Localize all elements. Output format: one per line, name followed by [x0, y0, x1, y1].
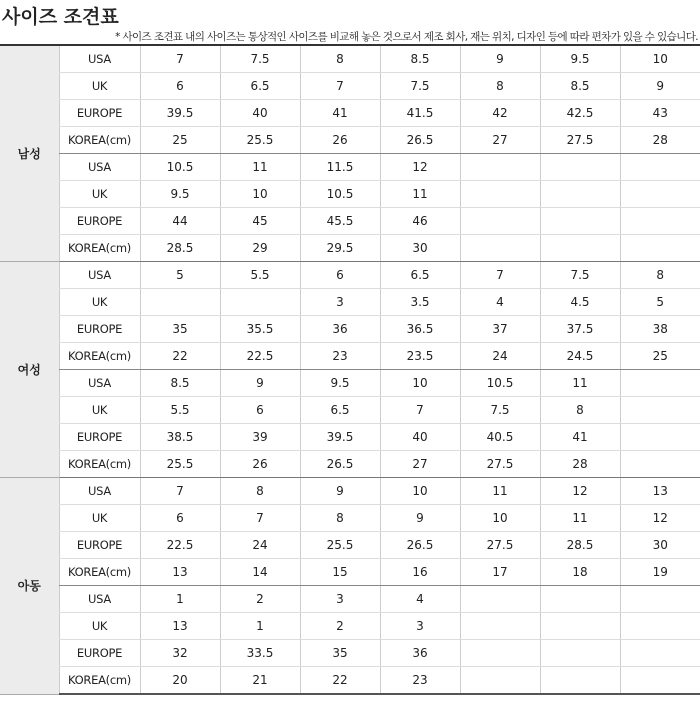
size-cell: 6: [140, 73, 220, 100]
size-cell: 25: [140, 127, 220, 154]
section-label: 아동: [0, 478, 59, 695]
size-cell: 38: [620, 316, 700, 343]
size-cell: 7.5: [540, 262, 620, 289]
size-cell: 1: [140, 586, 220, 613]
size-standard-label: KOREA(cm): [59, 559, 140, 586]
size-cell: 3.5: [380, 289, 460, 316]
size-cell: 7.5: [220, 46, 300, 73]
size-cell: 25.5: [140, 451, 220, 478]
table-row: [0, 181, 700, 208]
size-cell: 9.5: [300, 370, 380, 397]
size-cell: 27.5: [460, 532, 540, 559]
size-cell: [220, 289, 300, 316]
size-cell: 8: [220, 478, 300, 505]
size-standard-label: UK: [59, 613, 140, 640]
size-cell: 10.5: [300, 181, 380, 208]
size-cell: 8.5: [380, 46, 460, 73]
size-cell: 27: [380, 451, 460, 478]
size-cell: 28: [620, 127, 700, 154]
size-cell: 11.5: [300, 154, 380, 181]
size-cell: 12: [380, 154, 460, 181]
size-cell: 7: [140, 478, 220, 505]
size-cell: 21: [220, 667, 300, 695]
size-cell: [620, 451, 700, 478]
size-cell: [460, 667, 540, 695]
size-cell: 13: [140, 559, 220, 586]
size-cell: 42: [460, 100, 540, 127]
size-cell: [540, 586, 620, 613]
size-cell: 41: [540, 424, 620, 451]
size-cell: [460, 613, 540, 640]
table-row: [0, 559, 700, 586]
size-cell: 3: [300, 289, 380, 316]
size-cell: 6: [220, 397, 300, 424]
size-cell: 5.5: [220, 262, 300, 289]
size-cell: [620, 586, 700, 613]
size-standard-label: USA: [59, 154, 140, 181]
size-cell: [620, 613, 700, 640]
size-cell: 27.5: [540, 127, 620, 154]
size-cell: 4: [460, 289, 540, 316]
size-cell: [460, 208, 540, 235]
size-standard-label: USA: [59, 262, 140, 289]
size-cell: 11: [380, 181, 460, 208]
size-cell: 43: [620, 100, 700, 127]
size-cell: 8: [540, 397, 620, 424]
size-cell: [540, 613, 620, 640]
size-standard-label: EUROPE: [59, 640, 140, 667]
size-standard-label: USA: [59, 46, 140, 73]
size-cell: 22.5: [220, 343, 300, 370]
table-row: [0, 667, 700, 695]
size-cell: 36: [380, 640, 460, 667]
size-cell: 5.5: [140, 397, 220, 424]
size-cell: 10.5: [140, 154, 220, 181]
size-cell: 35.5: [220, 316, 300, 343]
size-standard-label: USA: [59, 586, 140, 613]
size-cell: 6.5: [300, 397, 380, 424]
table-row: [0, 451, 700, 478]
size-standard-label: UK: [59, 181, 140, 208]
size-cell: 6.5: [380, 262, 460, 289]
size-cell: 38.5: [140, 424, 220, 451]
size-cell: 22: [300, 667, 380, 695]
size-cell: 44: [140, 208, 220, 235]
size-cell: [540, 235, 620, 262]
size-cell: 36: [300, 316, 380, 343]
size-cell: 13: [620, 478, 700, 505]
size-cell: 18: [540, 559, 620, 586]
size-standard-label: KOREA(cm): [59, 667, 140, 695]
size-cell: 25: [620, 343, 700, 370]
size-cell: 39.5: [300, 424, 380, 451]
size-cell: 4: [380, 586, 460, 613]
size-cell: 41: [300, 100, 380, 127]
table-row: [0, 370, 700, 397]
size-cell: [540, 640, 620, 667]
size-cell: 39: [220, 424, 300, 451]
table-row: [0, 154, 700, 181]
size-cell: 10: [380, 478, 460, 505]
size-cell: 7: [220, 505, 300, 532]
size-cell: 12: [540, 478, 620, 505]
table-row: [0, 397, 700, 424]
size-cell: 27: [460, 127, 540, 154]
size-cell: 37.5: [540, 316, 620, 343]
size-cell: 6: [140, 505, 220, 532]
size-standard-label: KOREA(cm): [59, 343, 140, 370]
size-cell: [540, 154, 620, 181]
size-cell: [460, 586, 540, 613]
size-cell: 26.5: [380, 127, 460, 154]
size-cell: [620, 181, 700, 208]
size-cell: 25.5: [300, 532, 380, 559]
table-row: [0, 505, 700, 532]
size-cell: 40: [220, 100, 300, 127]
size-cell: 11: [540, 505, 620, 532]
size-cell: 5: [620, 289, 700, 316]
size-cell: 8: [300, 505, 380, 532]
size-cell: 7: [300, 73, 380, 100]
size-cell: 40.5: [460, 424, 540, 451]
size-cell: 39.5: [140, 100, 220, 127]
table-row: [0, 262, 700, 289]
size-cell: 26.5: [380, 532, 460, 559]
table-row: [0, 613, 700, 640]
size-cell: 3: [300, 586, 380, 613]
size-cell: 26: [300, 127, 380, 154]
table-row: [0, 478, 700, 505]
size-cell: 12: [620, 505, 700, 532]
size-cell: 17: [460, 559, 540, 586]
size-cell: 15: [300, 559, 380, 586]
size-cell: 14: [220, 559, 300, 586]
size-cell: 10: [460, 505, 540, 532]
size-note: * 사이즈 조견표 내의 사이즈는 통상적인 사이즈를 비교해 놓은 것으로서 제조 회사, 재는 위치, 디자인 등에 따라 편차가 있을 수 있습니다.: [115, 31, 698, 43]
size-cell: [620, 424, 700, 451]
size-cell: 9.5: [540, 46, 620, 73]
size-cell: 24: [220, 532, 300, 559]
table-row: [0, 586, 700, 613]
table-row: [0, 73, 700, 100]
size-cell: [460, 181, 540, 208]
table-row: [0, 127, 700, 154]
size-cell: 24: [460, 343, 540, 370]
size-cell: 28.5: [540, 532, 620, 559]
size-cell: 42.5: [540, 100, 620, 127]
size-cell: 22.5: [140, 532, 220, 559]
table-row: [0, 235, 700, 262]
size-cell: 7.5: [380, 73, 460, 100]
size-cell: [140, 289, 220, 316]
size-cell: 28: [540, 451, 620, 478]
size-cell: 28.5: [140, 235, 220, 262]
size-cell: 16: [380, 559, 460, 586]
size-table: [0, 46, 700, 695]
table-row: [0, 208, 700, 235]
size-cell: 8: [460, 73, 540, 100]
size-cell: [620, 397, 700, 424]
size-cell: 2: [300, 613, 380, 640]
size-cell: 9.5: [140, 181, 220, 208]
size-cell: 6.5: [220, 73, 300, 100]
size-standard-label: UK: [59, 505, 140, 532]
table-row: [0, 316, 700, 343]
table-row: [0, 289, 700, 316]
size-cell: 8: [620, 262, 700, 289]
size-cell: 30: [380, 235, 460, 262]
size-cell: 41.5: [380, 100, 460, 127]
size-cell: 7: [140, 46, 220, 73]
size-cell: 7: [460, 262, 540, 289]
size-cell: 24.5: [540, 343, 620, 370]
size-cell: 35: [300, 640, 380, 667]
table-row: [0, 532, 700, 559]
size-standard-label: USA: [59, 478, 140, 505]
size-standard-label: UK: [59, 73, 140, 100]
size-cell: 7: [380, 397, 460, 424]
size-cell: 23: [300, 343, 380, 370]
size-standard-label: KOREA(cm): [59, 127, 140, 154]
size-cell: 27.5: [460, 451, 540, 478]
size-cell: 1: [220, 613, 300, 640]
size-cell: [460, 154, 540, 181]
size-cell: 25.5: [220, 127, 300, 154]
size-cell: 45.5: [300, 208, 380, 235]
size-cell: 11: [460, 478, 540, 505]
table-row: [0, 343, 700, 370]
section-label: 남성: [0, 46, 59, 262]
section-label: 여성: [0, 262, 59, 478]
size-cell: 30: [620, 532, 700, 559]
size-cell: 9: [300, 478, 380, 505]
size-cell: 9: [460, 46, 540, 73]
size-cell: 11: [540, 370, 620, 397]
size-cell: 23.5: [380, 343, 460, 370]
size-cell: 3: [380, 613, 460, 640]
size-cell: 19: [620, 559, 700, 586]
table-row: [0, 424, 700, 451]
size-cell: 35: [140, 316, 220, 343]
size-cell: 10: [220, 181, 300, 208]
size-cell: 6: [300, 262, 380, 289]
size-standard-label: EUROPE: [59, 532, 140, 559]
size-cell: 33.5: [220, 640, 300, 667]
size-cell: 8.5: [140, 370, 220, 397]
size-cell: 45: [220, 208, 300, 235]
size-cell: 36.5: [380, 316, 460, 343]
size-standard-label: KOREA(cm): [59, 451, 140, 478]
size-cell: [620, 640, 700, 667]
size-cell: 11: [220, 154, 300, 181]
table-row: [0, 640, 700, 667]
size-cell: 20: [140, 667, 220, 695]
size-cell: 37: [460, 316, 540, 343]
size-standard-label: UK: [59, 289, 140, 316]
size-cell: [620, 667, 700, 695]
size-standard-label: UK: [59, 397, 140, 424]
size-cell: 4.5: [540, 289, 620, 316]
page-title: 사이즈 조견표: [2, 6, 119, 28]
size-standard-label: EUROPE: [59, 100, 140, 127]
size-cell: 46: [380, 208, 460, 235]
size-cell: 26: [220, 451, 300, 478]
size-cell: 9: [220, 370, 300, 397]
size-cell: [540, 667, 620, 695]
size-cell: 10: [620, 46, 700, 73]
size-cell: [460, 640, 540, 667]
size-cell: 10: [380, 370, 460, 397]
size-cell: 26.5: [300, 451, 380, 478]
size-cell: [620, 370, 700, 397]
size-cell: 2: [220, 586, 300, 613]
size-cell: 32: [140, 640, 220, 667]
size-cell: 7.5: [460, 397, 540, 424]
size-cell: 10.5: [460, 370, 540, 397]
size-cell: [460, 235, 540, 262]
size-cell: 29: [220, 235, 300, 262]
table-row: [0, 100, 700, 127]
size-cell: [540, 181, 620, 208]
table-row: [0, 46, 700, 73]
size-standard-label: KOREA(cm): [59, 235, 140, 262]
size-standard-label: EUROPE: [59, 208, 140, 235]
size-standard-label: USA: [59, 370, 140, 397]
size-cell: [620, 208, 700, 235]
size-cell: 8: [300, 46, 380, 73]
size-cell: 40: [380, 424, 460, 451]
size-cell: 5: [140, 262, 220, 289]
size-cell: 8.5: [540, 73, 620, 100]
size-cell: 23: [380, 667, 460, 695]
size-cell: [620, 235, 700, 262]
size-cell: 9: [620, 73, 700, 100]
size-cell: [540, 208, 620, 235]
size-cell: 29.5: [300, 235, 380, 262]
size-standard-label: EUROPE: [59, 316, 140, 343]
size-cell: 13: [140, 613, 220, 640]
size-standard-label: EUROPE: [59, 424, 140, 451]
size-cell: 22: [140, 343, 220, 370]
size-cell: [620, 154, 700, 181]
size-cell: 9: [380, 505, 460, 532]
